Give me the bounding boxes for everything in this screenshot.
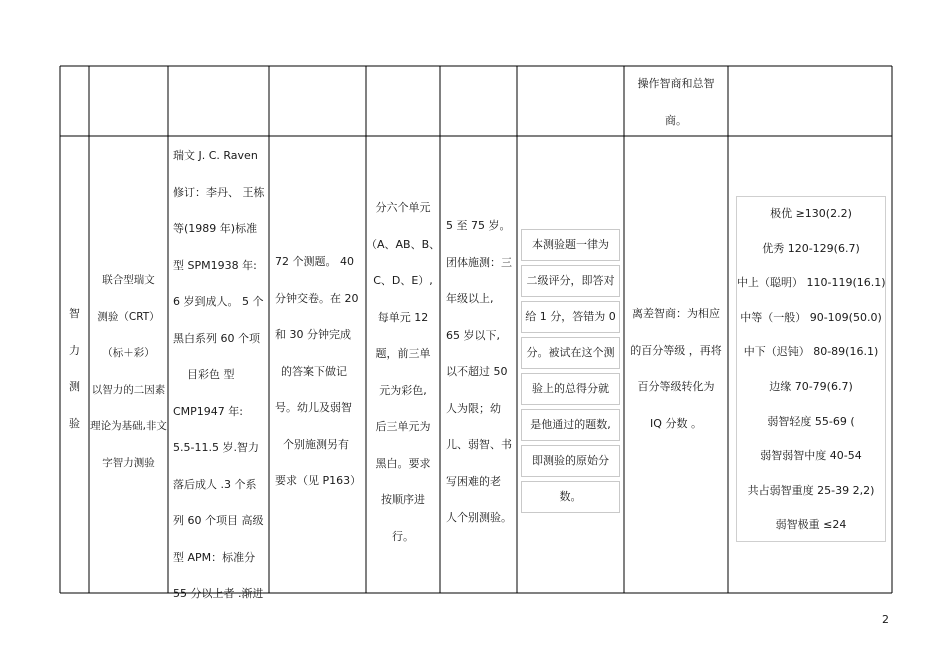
iq-levels-box bbox=[736, 196, 886, 542]
iq-level-row: 极优 ≥130(2.2) bbox=[770, 207, 852, 220]
time-items-cell bbox=[275, 244, 366, 500]
text-line: 理论为基础,非文 bbox=[90, 420, 167, 432]
text-line: 以不超过 50 bbox=[446, 365, 508, 378]
top-row-col9-text bbox=[624, 66, 728, 139]
page-number: 2 bbox=[882, 613, 889, 626]
text-line: 黑白。要求 bbox=[375, 456, 431, 470]
text-line: 每单元 12 bbox=[377, 310, 429, 324]
text-line: 个别施测另有 bbox=[283, 437, 349, 451]
text-line: 分六个单元 bbox=[375, 201, 431, 214]
text-line: 修订：李丹、 王栋 bbox=[173, 185, 265, 199]
text-line: 联合型瑞文 bbox=[102, 274, 155, 286]
text-line: 65 岁以下, bbox=[446, 328, 500, 342]
text-box-line: 给 1 分，答错为 0 bbox=[521, 301, 620, 333]
text-line: 人个别测验。 bbox=[446, 511, 512, 524]
text-line: 元为彩色, bbox=[379, 383, 427, 397]
text-line: C、D、E）, bbox=[373, 274, 433, 287]
text-box-line: 数。 bbox=[521, 481, 620, 513]
text-line: 和 30 分钟完成 bbox=[275, 328, 351, 341]
iq-level-row: 中等（一般） 90-109(50.0) bbox=[740, 310, 882, 324]
text-line: 号。幼儿及弱智 bbox=[275, 401, 352, 414]
text-line: 商。 bbox=[665, 113, 687, 127]
text-line: 后三单元为 bbox=[375, 420, 431, 433]
text-line: CMP1947 年: bbox=[173, 404, 244, 418]
text-box-line: 是他通过的题数, bbox=[521, 409, 620, 441]
text-line: 等(1989 年)标准 bbox=[173, 222, 258, 235]
iq-level-row: 共占弱智重度 25-39 2,2) bbox=[747, 483, 875, 497]
text-line: 型 SPM1938 年: bbox=[173, 258, 257, 272]
author-versions-cell bbox=[173, 138, 269, 613]
text-line: 的百分等级 ，再将 bbox=[630, 343, 722, 357]
text-line: 年级以上, bbox=[446, 292, 494, 305]
text-line: 以智力的二因素 bbox=[91, 383, 166, 396]
iq-level-row: 优秀 120-129(6.7) bbox=[762, 241, 860, 255]
text-line: 写困难的老 bbox=[446, 474, 501, 488]
text-line: 6 岁到成人。 5 个 bbox=[173, 295, 264, 308]
text-line: 瑞文 J. C. Raven bbox=[173, 149, 258, 162]
category-cell bbox=[60, 296, 89, 442]
structure-cell bbox=[366, 190, 440, 555]
iq-level-row: 边缘 70-79(6.7) bbox=[769, 379, 853, 393]
text-line: 的答案下做记 bbox=[281, 364, 347, 378]
text-line: 操作智商和总智 bbox=[637, 77, 715, 90]
text-line: 5.5-11.5 岁.智力 bbox=[173, 441, 259, 454]
text-line: 按顺序进 bbox=[381, 493, 425, 506]
text-line: 型 APM：标准分 bbox=[173, 550, 256, 564]
text-line: 分钟交卷。在 20 bbox=[275, 291, 359, 305]
text-line: 列 60 个项目 高级 bbox=[173, 514, 264, 527]
text-line: 题，前三单 bbox=[375, 347, 431, 360]
iq-level-row: 中下（迟钝） 80-89(16.1) bbox=[743, 345, 879, 359]
iq-level-row: 弱智轻度 55-69 ( bbox=[767, 414, 855, 428]
text-box-line: 验上的总得分就 bbox=[521, 373, 620, 405]
text-line: 测验（CRT） bbox=[97, 310, 160, 323]
text-line: 目彩色 型 bbox=[187, 368, 235, 381]
iq-level-row: 弱智极重 ≤24 bbox=[775, 518, 847, 532]
norm-cell bbox=[624, 296, 728, 442]
category-char: 验 bbox=[69, 416, 80, 430]
text-box-line: 本测验题一律为 bbox=[521, 229, 620, 261]
scoring-cell bbox=[521, 229, 620, 517]
text-line: 儿、弱智、书 bbox=[446, 438, 512, 451]
category-char: 力 bbox=[69, 343, 80, 357]
category-char: 测 bbox=[69, 380, 80, 393]
text-line: 人为限；幼 bbox=[446, 401, 501, 415]
text-line: （标＋彩） bbox=[102, 347, 155, 359]
text-line: 离差智商：为相应 bbox=[632, 307, 720, 320]
text-line: （A、AB、B、 bbox=[366, 237, 441, 251]
text-line: 72 个测题。 40 bbox=[275, 255, 354, 268]
text-line: 行。 bbox=[392, 529, 414, 543]
text-box-line: 分。被试在这个测 bbox=[521, 337, 620, 369]
text-line: 5 至 75 岁。 bbox=[446, 219, 511, 232]
text-line: IQ 分数 。 bbox=[650, 416, 702, 430]
text-line: 55 分以上者 .渐进 bbox=[173, 587, 264, 600]
text-line: 落后成人 .3 个系 bbox=[173, 477, 257, 491]
text-line: 黑白系列 60 个项 bbox=[173, 331, 260, 345]
text-line: 百分等级转化为 bbox=[637, 380, 715, 393]
age-admin-cell bbox=[446, 208, 517, 537]
text-box-line: 二级评分，即答对 bbox=[521, 265, 620, 297]
category-char: 智 bbox=[69, 307, 80, 320]
text-line: 要求（见 P163） bbox=[275, 474, 362, 487]
iq-level-row: 中上（聪明） 110-119(16.1) bbox=[737, 276, 886, 290]
text-line: 团体施测：三 bbox=[446, 255, 512, 269]
test-name-cell bbox=[89, 262, 168, 481]
text-line: 字智力测验 bbox=[102, 456, 155, 469]
text-box-line: 即测验的原始分 bbox=[521, 445, 620, 477]
iq-level-row: 弱智弱智中度 40-54 bbox=[760, 449, 862, 463]
